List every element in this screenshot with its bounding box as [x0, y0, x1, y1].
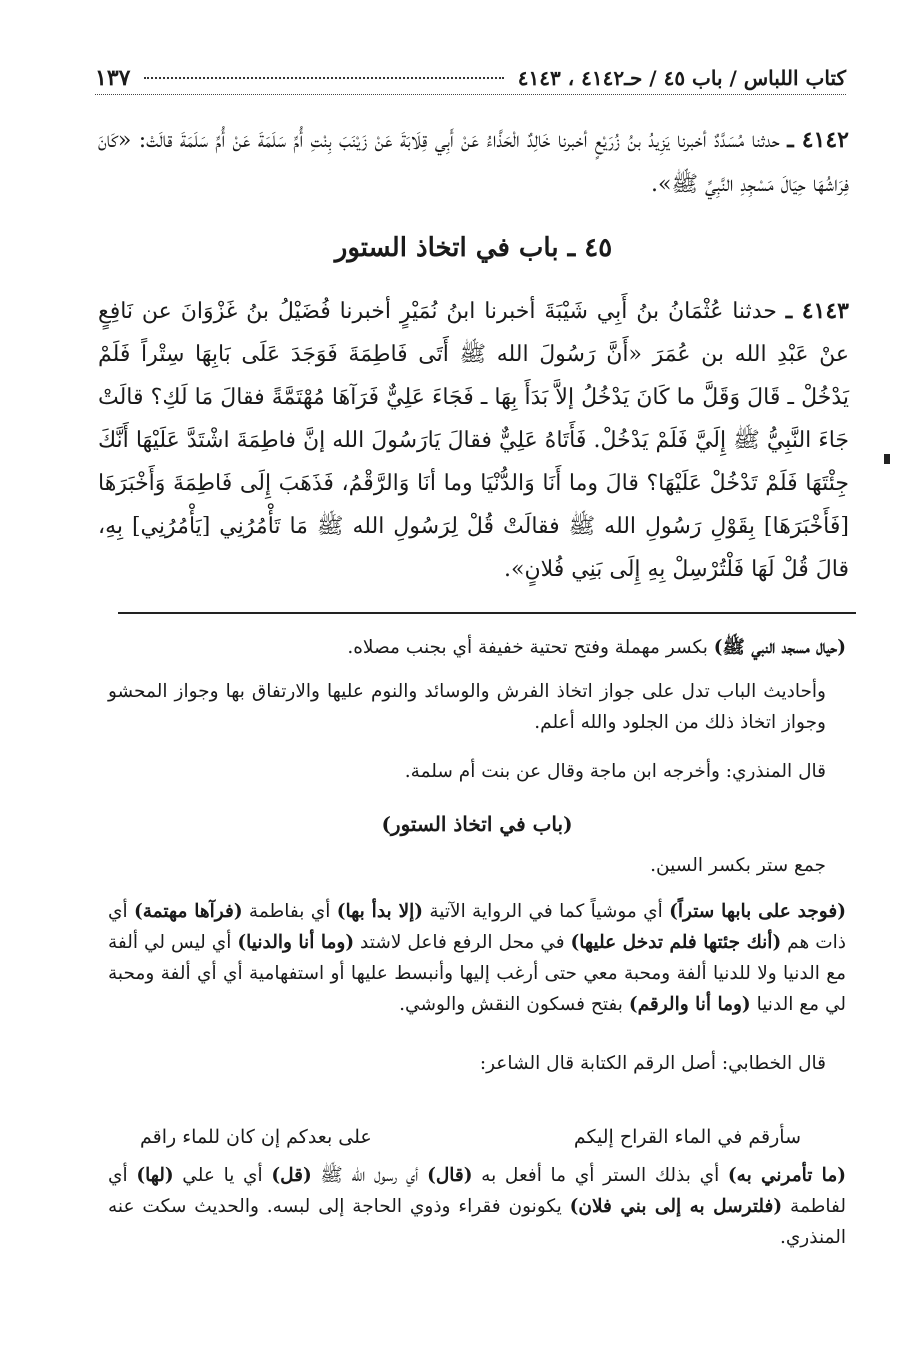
commentary-text: أي ذات هم	[108, 901, 846, 953]
hadith-text: حدثنا مُسَدَّدٌ أخبرنا يَزِيدُ بنُ زُرَيْعٍ أخبرنا خَالِدٌ الْحَذَّاءُ عَنْ أَبِي قِلَابَةَ عَنْ زَيْنَبَ بِنْتِ أُمِّ سَلَمَةَ عَنْ أُمِّ سَلَمَةَ قالَتْ: «كَانَ فِرَاشُهَا حِيَالَ مَسْجِدِ النَّبِيِّ ﷺ».	[98, 128, 849, 197]
commentary-text: أي موشياً كما في الرواية الآتية	[423, 901, 670, 922]
commentary-paragraph	[108, 1160, 846, 1253]
poetry-verse	[140, 1120, 801, 1154]
commentary-paragraph: قال المنذري: وأخرجه ابن ماجة وقال عن بنت أم سلمة.	[404, 761, 826, 782]
hadith-4142	[98, 118, 849, 207]
commentary-text: أي رسول الله ﷺ	[311, 1165, 428, 1186]
hadith-number: ٤١٤٣ ـ	[785, 298, 849, 324]
page-number: ١٣٧	[95, 65, 131, 91]
commentary-paragraph: وأحاديث الباب تدل على جواز اتخاذ الفرش والوسائد والنوم عليها والارتفاق بها وجواز المحشو وجواز اتخاذ ذلك من الجلود والله أعلم.	[108, 681, 826, 733]
commentary-keyword: (فرآها مهتمة)	[133, 901, 243, 922]
commentary-paragraph	[108, 896, 846, 1020]
commentary-keyword: (أنك جئتها فلم تدخل عليها)	[570, 932, 782, 953]
commentary-keyword: (وما أنا والدنيا)	[237, 932, 355, 953]
commentary-text: يكونون فقراء وذوي الحاجة إلى لبسه. والحديث سكت عنه المنذري.	[108, 1196, 846, 1248]
commentary-keyword: (قال)	[427, 1165, 473, 1186]
commentary-text: أي لفاطمة	[108, 1165, 846, 1217]
verse-first-hemistich: سأرقم في الماء القراح إليكم	[573, 1126, 801, 1148]
commentary-text: أي بذلك الستر أي ما أفعل به	[472, 1165, 728, 1186]
header-dotted-leader	[144, 77, 503, 79]
commentary-keyword: (حيال مسجد النبي ﷺ)	[713, 637, 846, 658]
commentary-keyword: (لها)	[136, 1165, 174, 1186]
commentary-text: بفتح فسكون النقش والوشي.	[399, 994, 629, 1015]
verse-second-hemistich: على بعدكم إن كان للماء راقم	[140, 1126, 372, 1148]
commentary-text: أي يا علي	[173, 1165, 272, 1186]
commentary-text: بكسر مهملة وفتح تحتية خفيفة أي بجنب مصلاه.	[347, 637, 708, 658]
commentary-subtitle: (باب في اتخاذ الستور)	[381, 812, 573, 836]
scan-margin-mark	[884, 454, 890, 464]
hadith-4143	[98, 290, 849, 591]
commentary-text: في محل الرفع فاعل لاشتد	[354, 932, 571, 953]
commentary-paragraph: قال الخطابي: أصل الرقم الكتابة قال الشاعر:	[479, 1053, 826, 1074]
running-header	[95, 62, 846, 95]
commentary-keyword: (قل)	[271, 1165, 312, 1186]
running-title: كتاب اللباس / باب ٤٥ / حـ٤١٤٢ ، ٤١٤٣	[517, 66, 846, 90]
commentary-text: أي ليس لي ألفة مع الدنيا ولا للدنيا ألفة ومحبة معي حتى أرغب إليها وأنبسط عليها أو استفهامية أي أي ألفة ومحبة لي مع الدنيا	[108, 932, 846, 1015]
hadith-text: حدثنا عُثْمَانُ بنُ أَبِي شَيْبَةَ أخبرنا ابنُ نُمَيْرٍ أخبرنا فُضَيْلُ بنُ غَزْوَانَ عن نَافِعٍ عنْ عَبْدِ الله بن عُمَرَ «أَنَّ رَسُولَ الله ﷺ أَتَى فَاطِمَةَ فَوَجَدَ عَلَى بَابِهَا سِتْراً فَلَمْ يَدْخُلْ ـ قَالَ وَقَلَّ ما كَانَ يَدْخُلُ إلاَّ بَدَأَ بِهَا ـ فَجَاءَ عَلِيٌّ فَرَآهَا مُهْتَمَّةً فقالَ مَا لَكِ؟ قالَتْ جَاءَ النَّبِيُّ ﷺ إِلَيَّ فَلَمْ يَدْخُلْ. فَأَتَاهُ عَلِيٌّ فقالَ يَارَسُولَ الله إنَّ فاطِمَةَ اشْتَدَّ عَلَيْهَا أَنَّكَ جِئْتَهَا فَلَمْ تَدْخُلْ عَلَيْهَا؟ قالَ وما أَنَا وَالدُّنْيَا وما أنَا وَالرَّقْمُ، فَذَهَبَ إِلَى فَاطِمَةَ وَأَخْبَرَهَا [فَأَخْبَرَهَا] بِقَوْلِ رَسُولِ الله ﷺ فقالَتْ قُلْ لِرَسُولِ الله ﷺ مَا تَأْمُرُنِي [يَأْمُرُنِي] بِهِ، قالَ قُلْ لَهَا فَلْتُرْسِلْ بِهِ إِلَى بَنِي فُلانٍ».	[98, 299, 849, 582]
footnote-divider	[118, 612, 856, 614]
commentary-keyword: (فلترسل به إلى بني فلان)	[569, 1196, 783, 1217]
commentary-keyword: (ما تأمرني به)	[727, 1165, 846, 1186]
commentary-text: أي بفاطمة	[242, 901, 337, 922]
commentary-paragraph: جمع ستر بكسر السين.	[650, 855, 826, 876]
chapter-title: ٤٥ ـ باب في اتخاذ الستور	[334, 233, 613, 263]
commentary-keyword: (فوجد على بابها ستراً)	[669, 901, 846, 922]
hadith-number: ٤١٤٢ ـ	[787, 127, 849, 153]
commentary-paragraph	[108, 632, 846, 663]
commentary-keyword: (إلا بدأ بها)	[336, 901, 424, 922]
commentary-keyword: (وما أنا والرقم)	[628, 994, 751, 1015]
